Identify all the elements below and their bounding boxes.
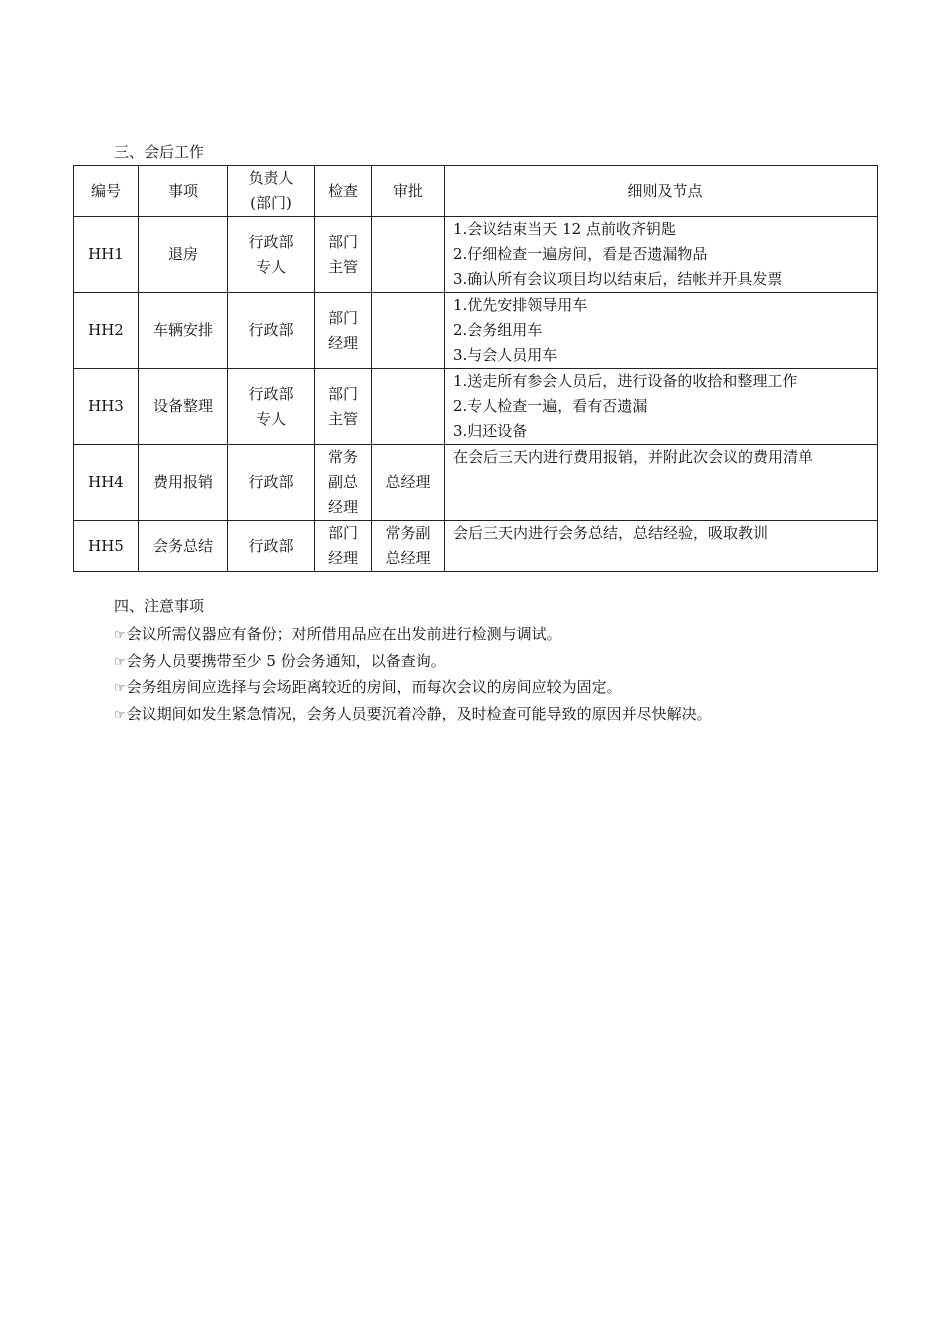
cell-approve — [372, 217, 445, 293]
header-detail: 细则及节点 — [445, 166, 878, 217]
cell-owner — [228, 445, 315, 521]
pointing-hand-icon: ☞ — [114, 628, 126, 643]
cell-owner-line: 专人 — [255, 409, 286, 428]
cell-item — [139, 521, 228, 572]
cell-code-line: HH5 — [88, 536, 124, 555]
cell-code-line: HH1 — [88, 245, 124, 263]
pointing-hand-icon: ☞ — [114, 681, 126, 696]
cell-approve-line: 总经理 — [385, 473, 431, 491]
cell-owner — [228, 369, 315, 445]
note-text: 会务人员要携带至少 5 份会务通知，以备查询。 — [126, 651, 446, 670]
cell-owner — [228, 521, 315, 572]
header-code: 编号 — [74, 166, 139, 217]
header-item: 事项 — [139, 166, 228, 217]
cell-check-line: 经理 — [327, 333, 358, 352]
cell-item — [139, 217, 228, 293]
table-row — [74, 217, 878, 293]
cell-item-line: 会务总结 — [152, 536, 213, 555]
cell-check-line: 主管 — [327, 257, 358, 276]
cell-owner-line: 行政部 — [248, 473, 294, 491]
cell-code — [74, 521, 139, 572]
cell-check-line: 部门 — [327, 232, 358, 251]
cell-approve — [372, 521, 445, 572]
table-row — [74, 445, 878, 521]
cell-item-line: 退房 — [167, 245, 198, 263]
cell-approve — [372, 293, 445, 369]
cell-code-line: HH2 — [88, 321, 124, 339]
cell-detail-line: 2.专人检查一遍，看有否遗漏 — [453, 397, 648, 415]
cell-detail-line: 1.送走所有参会人员后，进行设备的收拾和整理工作 — [453, 372, 798, 390]
cell-approve-line: 总经理 — [385, 549, 431, 567]
header-check: 检查 — [315, 166, 372, 217]
cell-check-line: 经理 — [327, 498, 358, 516]
cell-detail-line: 1.会议结束当天 12 点前收齐钥匙 — [453, 220, 676, 238]
header-owner-line2: (部门) — [250, 194, 292, 212]
cell-check — [315, 369, 372, 445]
cell-detail-line: 3.确认所有会议项目均以结束后，结帐并开具发票 — [453, 270, 783, 288]
note-text: 会议所需仪器应有备份；对所借用品应在出发前进行检测与调试。 — [126, 625, 562, 643]
table-row — [74, 521, 878, 572]
pointing-hand-icon: ☞ — [114, 654, 126, 670]
cell-owner-line: 行政部 — [248, 536, 294, 555]
cell-owner-line: 行政部 — [248, 384, 294, 403]
cell-item-line: 费用报销 — [152, 473, 213, 491]
header-owner — [228, 166, 315, 217]
cell-detail-line: 3.与会人员用车 — [453, 346, 558, 364]
cell-check — [315, 217, 372, 293]
cell-check — [315, 293, 372, 369]
cell-owner-line: 行政部 — [248, 321, 294, 339]
cell-code — [74, 217, 139, 293]
notes-list — [114, 622, 712, 728]
cell-item-line: 设备整理 — [152, 397, 213, 415]
cell-check-line: 部门 — [327, 308, 358, 327]
cell-check-line: 副总 — [327, 473, 358, 491]
cell-check-line: 常务 — [327, 448, 358, 466]
cell-owner — [228, 217, 315, 293]
cell-detail-line: 1.优先安排领导用车 — [453, 296, 588, 314]
note-item — [114, 675, 712, 702]
header-owner-line1: 负责人 — [248, 169, 294, 187]
cell-item — [139, 293, 228, 369]
cell-detail — [445, 369, 878, 445]
cell-owner-line: 专人 — [255, 257, 286, 276]
cell-check-line: 部门 — [327, 384, 358, 403]
pointing-hand-icon: ☞ — [114, 707, 126, 723]
header-approve: 审批 — [372, 166, 445, 217]
cell-detail — [445, 293, 878, 369]
note-item — [114, 649, 712, 676]
note-item — [114, 702, 712, 729]
table-row — [74, 293, 878, 369]
cell-detail-line: 2.仔细检查一遍房间，看是否遗漏物品 — [453, 245, 708, 263]
cell-item-line: 车辆安排 — [152, 321, 213, 339]
cell-code-line: HH4 — [88, 473, 124, 491]
cell-code — [74, 369, 139, 445]
cell-check-line: 主管 — [327, 409, 358, 428]
cell-detail-line: 3.归还设备 — [453, 422, 528, 440]
note-text: 会务组房间应选择与会场距离较近的房间，而每次会议的房间应较为固定。 — [126, 678, 622, 696]
table-row — [74, 369, 878, 445]
cell-code-line: HH3 — [88, 397, 124, 415]
cell-detail-line: 2.会务组用车 — [453, 321, 543, 339]
section-title-notes: 四、注意事项 — [114, 597, 205, 615]
note-item — [114, 622, 712, 649]
cell-detail-line: 在会后三天内进行费用报销，并附此次会议的费用清单 — [453, 448, 814, 466]
cell-item — [139, 445, 228, 521]
cell-code — [74, 445, 139, 521]
cell-detail — [445, 521, 878, 572]
cell-detail-line: 会后三天内进行会务总结，总结经验，吸取教训 — [453, 524, 769, 542]
cell-owner-line: 行政部 — [248, 232, 294, 251]
section-title-after-meeting: 三、会后工作 — [114, 143, 205, 161]
cell-code — [74, 293, 139, 369]
cell-item — [139, 369, 228, 445]
table-header-row — [74, 166, 878, 217]
cell-detail — [445, 217, 878, 293]
cell-approve — [372, 445, 445, 521]
cell-check — [315, 521, 372, 572]
cell-approve — [372, 369, 445, 445]
cell-detail — [445, 445, 878, 521]
cell-check — [315, 445, 372, 521]
cell-check-line: 部门 — [327, 524, 358, 542]
cell-approve-line: 常务副 — [385, 524, 431, 542]
cell-owner — [228, 293, 315, 369]
note-text: 会议期间如发生紧急情况，会务人员要沉着冷静，及时检查可能导致的原因并尽快解决。 — [126, 704, 712, 723]
after-meeting-table — [73, 165, 878, 572]
cell-check-line: 经理 — [327, 549, 358, 567]
